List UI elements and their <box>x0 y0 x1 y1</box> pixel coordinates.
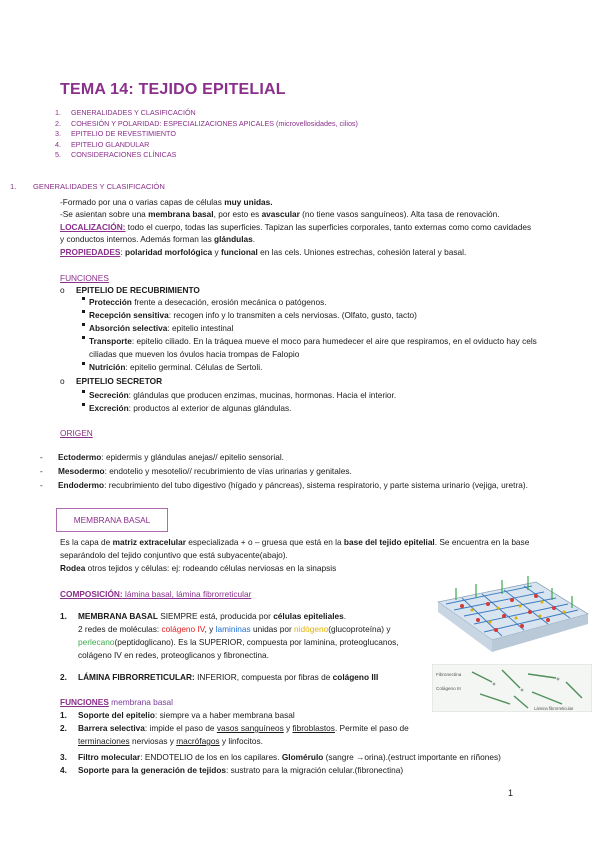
origen-heading: ORIGEN <box>60 428 93 438</box>
localizacion-line: LOCALIZACIÓN: todo el cuerpo, todas las superficies. Tapizan las superficies corporales, tanto externas como como cavidades <box>60 222 532 232</box>
figure-label-fibronectina: Fibronectina <box>436 672 462 677</box>
toc-item: 3. EPITELIO DE REVESTIMIENTO <box>55 129 176 139</box>
list-item: Nutrición: epitelio germinal. Células de Sertoli. <box>82 362 582 373</box>
figure-label-lamina: Lámina fibrorreticular <box>534 706 574 711</box>
toc-item: 5. CONSIDERACIONES CLÍNICAS <box>55 150 177 160</box>
composicion-item-1: 1. MEMBRANA BASAL SIEMPRE está, producida por células epiteliales. <box>60 611 347 621</box>
intro-line-2: -Se asientan sobre una membrana basal, por esto es avascular (no tiene vasos sanguíneos). Alta tasa de renovación. <box>60 209 500 219</box>
list-item: 2. Barrera selectiva: impide el paso de vasos sanguíneos y fibroblastos. Permite el paso de <box>60 723 409 733</box>
list-item: 1. Soporte del epitelio: siempre va a haber membrana basal <box>60 710 295 720</box>
intro-line-1: -Formado por una o varias capas de células muy unidas. <box>60 197 273 207</box>
list-item: Transporte: epitelio ciliado. En la tráquea mueve el moco para humedecer el aire que respiramos, en el oviducto hay cels <box>82 336 582 347</box>
list-item: 4. Soporte para la generación de tejidos: sustrato para la migración celular.(fibronectina) <box>60 765 404 775</box>
list-item: Secreción: glándulas que producen enzimas, mucinas, hormonas. Hacia el interior. <box>82 390 582 401</box>
funciones-heading: FUNCIONES <box>60 273 109 283</box>
list-item: - Ectodermo: epidermis y glándulas anejas// epitelio sensorial. <box>40 452 284 462</box>
list-item: Absorción selectiva: epitelio intestinal <box>82 323 582 334</box>
toc-item: 2. COHESIÓN Y POLARIDAD: ESPECIALIZACIONES APICALES (microvellosidades, cilios) <box>55 118 358 128</box>
list-item: Protección frente a desecación, erosión mecánica o patógenos. <box>82 297 582 308</box>
composicion-item-1-line-2: 2 redes de moléculas: colágeno IV, y lamininas unidas por nidógeno(glucoproteína) y <box>78 624 391 634</box>
composicion-item-2: 2. LÁMINA FIBRORRETICULAR: INFERIOR, compuesta por fibras de colágeno III <box>60 672 379 682</box>
list-item: 3. Filtro molecular: ENDOTELIO de los en los capilares. Glomérulo (sangre →orina).(estruct importante en riñones) <box>60 752 501 762</box>
epitelio-secretor-heading: o EPITELIO SECRETOR <box>60 376 163 386</box>
toc-item: 1. GENERALIDADES Y CLASIFICACIÓN <box>55 108 196 117</box>
composicion-line: COMPOSICIÓN: lámina basal, lámina fibrorreticular <box>60 589 252 599</box>
membrana-paragraph-3: Rodea otros tejidos y células: ej: rodeando células nerviosas en la sinapsis <box>60 563 337 573</box>
propiedades-line: PROPIEDADES: polaridad morfológica y funcional en las cels. Uniones estrechas, cohesión lateral y basal. <box>60 247 467 257</box>
page-number: 1 <box>508 788 514 798</box>
composicion-item-1-line-3: perlecano(peptidoglicano). Es la SUPERIOR, compuesta por laminina, proteoglucanos, <box>78 637 399 647</box>
figure-label-colageno: Colágeno III <box>436 686 461 691</box>
section-heading: 1. GENERALIDADES Y CLASIFICACIÓN <box>10 182 165 191</box>
page-title: TEMA 14: TEJIDO EPITELIAL <box>60 81 286 98</box>
membrana-basal-box: MEMBRANA BASAL <box>56 508 168 532</box>
basement-membrane-illustration <box>432 570 592 662</box>
fibroreticular-lamina-illustration <box>432 664 592 712</box>
membrana-paragraph-1: Es la capa de matriz extracelular especializada + o – gruesa que está en la base del tejido epitelial. Se encuentra en la base <box>60 537 530 547</box>
list-item-continuation: terminaciones nerviosas y macrófagos y linfocitos. <box>78 736 263 746</box>
list-item-continuation: ciliadas que mueven los óvulos hacia trompas de Falopio <box>89 349 300 359</box>
list-item: - Mesodermo: endotelio y mesotelio// recubrimiento de vías urinarias y genitales. <box>40 466 352 476</box>
localizacion-line-2: y conductos internos. Además forman las glándulas. <box>60 234 256 244</box>
toc-item: 4. EPITELIO GLANDULAR <box>55 139 150 149</box>
membrana-paragraph-2: separándolo del tejido conjuntivo que está subyacente(abajo). <box>60 550 288 560</box>
epitelio-recubrimiento-heading: o EPITELIO DE RECUBRIMIENTO <box>60 285 200 295</box>
table-of-contents <box>55 108 358 161</box>
composicion-item-1-line-4: colágeno IV en redes, proteoglicanos y fibronectina. <box>78 650 269 660</box>
list-item: - Endodermo: recubrimiento del tubo digestivo (hígado y páncreas), sistema respiratorio, y parte sistema urinario (vejiga, uretra). <box>40 480 528 490</box>
funciones-mb-heading: FUNCIONES membrana basal <box>60 697 173 707</box>
list-item: Recepción sensitiva: recogen info y lo transmiten a cels nerviosas. (Olfato, gusto, tacto) <box>82 310 582 321</box>
list-item: Excreción: productos al exterior de algunas glándulas. <box>82 403 582 414</box>
